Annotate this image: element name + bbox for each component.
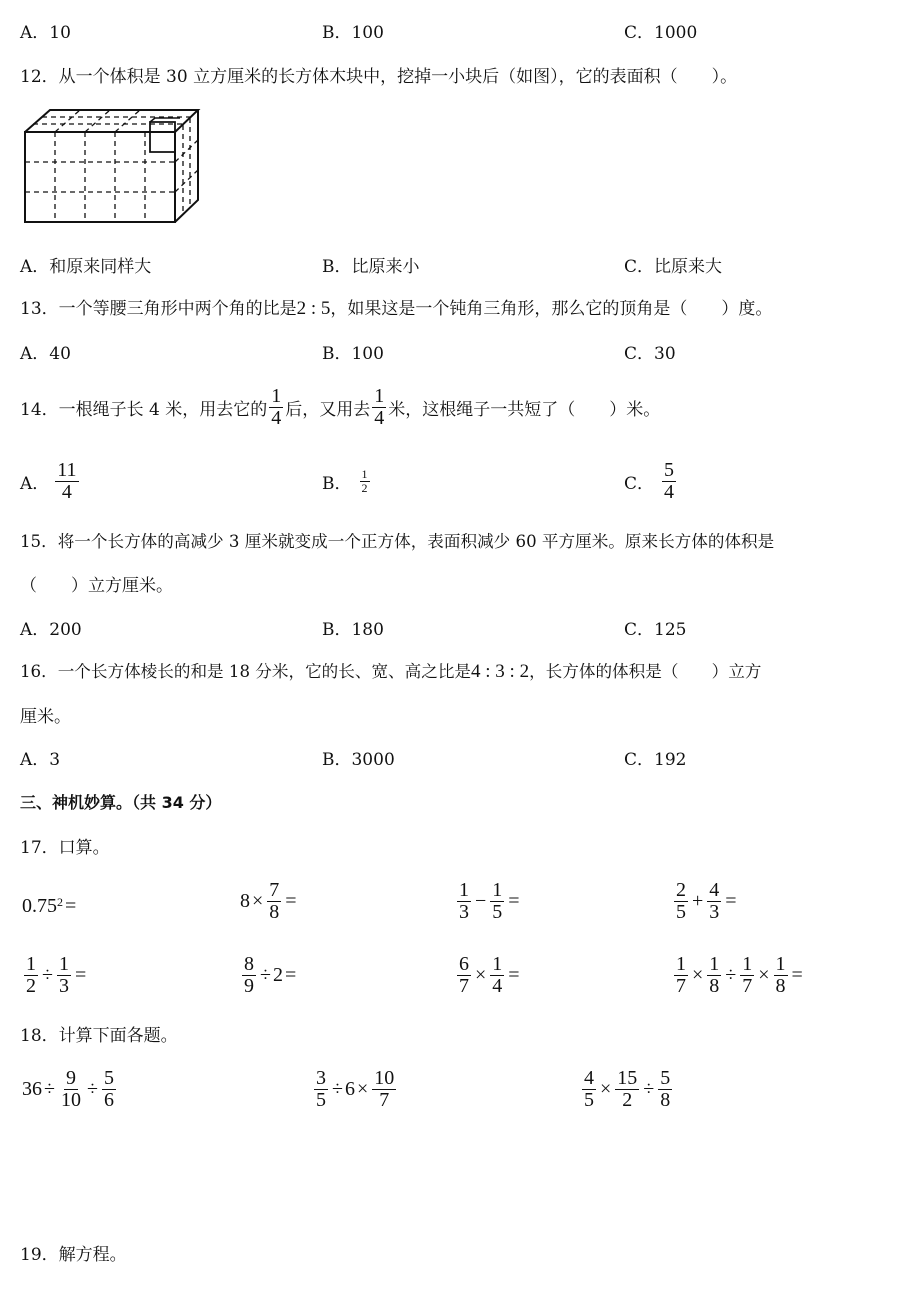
num: 1 (459, 879, 469, 901)
num: 4 (584, 1067, 594, 1089)
den: 2 (622, 1089, 633, 1111)
num: 15 (617, 1067, 638, 1089)
num: 6 (459, 953, 469, 975)
q17-expr-4 (672, 880, 739, 923)
den: 3 (58, 975, 69, 997)
section-3-heading: 三、神机妙算。（共 34 分） (20, 793, 222, 812)
q17-e3-frac1 (457, 880, 471, 923)
q17-expr-6 (240, 954, 298, 997)
den: 8 (269, 901, 280, 923)
den: 8 (660, 1089, 671, 1111)
q17-e8-op1: × (692, 964, 704, 986)
num: 10 (374, 1067, 395, 1089)
q17-e3-eq: = (508, 890, 520, 912)
den: 6 (103, 1089, 114, 1111)
q14-b-label: B． (322, 473, 352, 494)
q16-line1-post: ，长方体的体积是（ ）立方 (529, 662, 762, 681)
q14-c-den: 4 (664, 481, 675, 503)
q12-option-c: C．比原来大 (624, 257, 723, 277)
q18-expr-2 (312, 1068, 398, 1111)
num: 1 (492, 879, 503, 901)
q15-option-a: A．200 (20, 620, 82, 640)
q18-e3-op1: × (600, 1078, 612, 1100)
q12-text: 12．从一个体积是 30 立方厘米的长方体木块中，挖掉一小块后（如图），它的表面积（ ）。 (20, 67, 738, 87)
den: 8 (709, 975, 720, 997)
q14-b-num: 1 (361, 467, 368, 481)
q18-title: 18．计算下面各题。 (20, 1026, 178, 1046)
q17-e6-op: ÷ (260, 964, 271, 986)
q14-c-fraction (662, 460, 676, 503)
num: 5 (103, 1067, 114, 1089)
q18-e2-op1: ÷ (332, 1078, 343, 1100)
q18-e1-op2: ÷ (86, 1078, 98, 1100)
q14-f2-num: 1 (374, 385, 385, 407)
q14-part2: 后，又用去 (285, 400, 371, 420)
q16-line1-pre: 16．一个长方体棱长的和是 18 分米，它的长、宽、高之比是 (20, 662, 472, 681)
q18-e2-frac2 (372, 1068, 396, 1111)
den: 7 (379, 1089, 390, 1111)
den: 3 (459, 901, 469, 923)
num: 8 (244, 953, 254, 975)
q17-e4-frac1 (674, 880, 688, 923)
q17-expr-5 (22, 954, 88, 997)
q17-e7-frac1 (457, 954, 471, 997)
q16-option-b: B．3000 (322, 750, 395, 770)
q17-expr-2 (240, 880, 299, 923)
q13-option-c: C．30 (624, 344, 676, 364)
num: 1 (58, 953, 69, 975)
num: 9 (65, 1067, 76, 1089)
num: 3 (316, 1067, 326, 1089)
q13-text (20, 294, 772, 320)
den: 5 (492, 901, 503, 923)
q17-e6-frac (242, 954, 256, 997)
q17-e8-frac2 (707, 954, 721, 997)
q17-e7-eq: = (508, 964, 520, 986)
q17-e4-op: + (692, 890, 704, 912)
q18-expr-3 (580, 1068, 674, 1111)
den: 3 (709, 901, 720, 923)
q14-b-fraction (360, 468, 370, 494)
q18-e1-frac1 (59, 1068, 83, 1111)
q17-e7-op: × (475, 964, 487, 986)
q17-e5-eq: = (74, 964, 87, 986)
q14-b-den: 2 (361, 480, 368, 495)
q17-expr-7 (455, 954, 522, 997)
q18-e1-a: 36 (22, 1078, 42, 1100)
q18-e1-frac2 (102, 1068, 116, 1111)
q16-option-a: A．3 (20, 750, 61, 770)
num: 1 (676, 953, 686, 975)
q18-e3-op2: ÷ (643, 1078, 655, 1100)
q17-e8-eq: = (791, 964, 803, 986)
num: 1 (492, 953, 503, 975)
q17-e7-frac2 (490, 954, 504, 997)
q17-e8-op3: × (758, 964, 770, 986)
q16-option-c: C．192 (624, 750, 687, 770)
q17-e5-op: ÷ (42, 964, 53, 986)
q17-e8-frac1 (674, 954, 688, 997)
q15-option-b: B．180 (322, 620, 384, 640)
q17-e8-op2: ÷ (725, 964, 737, 986)
q17-e2-eq: = (285, 890, 297, 912)
den: 7 (742, 975, 753, 997)
q17-e4-eq: = (725, 890, 737, 912)
q18-e2-frac1 (314, 1068, 328, 1111)
den: 4 (492, 975, 503, 997)
den: 9 (244, 975, 254, 997)
num: 1 (26, 953, 36, 975)
q18-e2-b: 6 (344, 1078, 355, 1100)
q17-e2-frac (267, 880, 281, 923)
q14-fraction-1 (269, 386, 283, 429)
den: 2 (26, 975, 36, 997)
q14-c-label: C． (624, 474, 655, 494)
q13-text-post: ，如果这是一个钝角三角形，那么它的顶角是（ ）度。 (330, 299, 773, 319)
q12-option-a: A．和原来同样大 (20, 257, 152, 277)
q17-e3-op: − (475, 890, 487, 912)
q15-line2: （ ）立方厘米。 (20, 576, 173, 596)
q17-e3-frac2 (490, 880, 504, 923)
q14-a-num: 11 (57, 459, 77, 481)
q16-line1 (20, 658, 761, 683)
q14-option-a (20, 460, 81, 503)
q17-e6-eq: = (284, 964, 297, 986)
q14-option-b (322, 468, 372, 494)
q17-title: 17．口算。 (20, 838, 110, 858)
den: 7 (676, 975, 686, 997)
num: 1 (709, 953, 720, 975)
num: 4 (709, 879, 720, 901)
q13-ratio: 2 : 5 (296, 298, 331, 319)
q17-e8-frac3 (740, 954, 754, 997)
q17-e8-frac4 (774, 954, 788, 997)
q14-text (20, 386, 660, 429)
q17-expr-1 (22, 895, 78, 918)
q14-option-c (624, 460, 678, 503)
q18-e3-frac1 (582, 1068, 596, 1111)
q16-ratio: 4 : 3 : 2 (471, 661, 530, 682)
den: 7 (459, 975, 469, 997)
q18-e1-op1: ÷ (44, 1078, 55, 1100)
q18-expr-1 (22, 1068, 118, 1111)
q16-line2: 厘米。 (20, 707, 71, 727)
den: 5 (676, 901, 686, 923)
q17-e1-eq: = (65, 895, 77, 917)
q15-option-c: C．125 (624, 620, 687, 640)
q11-option-a: A．10 (20, 23, 71, 43)
q14-part1: 14．一根绳子长 4 米，用去它的 (20, 400, 268, 420)
q14-a-fraction (55, 460, 78, 503)
q17-e1-exp: 2 (57, 895, 63, 909)
q12-cuboid-figure (20, 104, 205, 229)
q11-option-b: B．100 (322, 23, 384, 43)
den: 8 (775, 975, 786, 997)
num: 5 (660, 1067, 671, 1089)
num: 1 (742, 953, 753, 975)
q17-e1-base: 0.75 (22, 895, 57, 917)
q17-expr-3 (455, 880, 522, 923)
q17-e5-frac2 (57, 954, 71, 997)
q17-e4-frac2 (707, 880, 721, 923)
q14-a-den: 4 (61, 481, 72, 503)
q17-e5-frac1 (24, 954, 38, 997)
den: 5 (584, 1089, 594, 1111)
q13-text-pre: 13．一个等腰三角形中两个角的比是 (20, 299, 297, 319)
q19-title: 19．解方程。 (20, 1245, 127, 1265)
num: 1 (775, 953, 786, 975)
q11-option-c: C．1000 (624, 23, 698, 43)
den: 10 (60, 1089, 81, 1111)
q14-part3: 米，这根绳子一共短了（ ）米。 (388, 400, 661, 420)
q13-option-b: B．100 (322, 344, 384, 364)
q14-fraction-2 (372, 386, 386, 429)
num: 7 (269, 879, 280, 901)
q17-e2-a: 8 (240, 890, 250, 912)
q18-e2-op2: × (356, 1078, 369, 1100)
q14-f1-num: 1 (271, 385, 282, 407)
q14-c-num: 5 (664, 459, 675, 481)
q18-e3-frac2 (615, 1068, 639, 1111)
q14-f1-den: 4 (271, 407, 282, 429)
q17-e2-op: × (252, 890, 264, 912)
q14-f2-den: 4 (374, 407, 385, 429)
q17-e6-b: 2 (272, 964, 283, 986)
q18-e3-frac3 (658, 1068, 672, 1111)
q13-option-a: A．40 (20, 344, 71, 364)
q12-option-b: B．比原来小 (322, 257, 420, 277)
q17-expr-8 (672, 954, 805, 997)
q14-a-label: A． (20, 474, 50, 494)
num: 2 (676, 879, 686, 901)
den: 5 (316, 1089, 326, 1111)
q15-line1: 15．将一个长方体的高减少 3 厘米就变成一个正方体，表面积减少 60 平方厘米。原来长方体的体积是 (20, 532, 775, 551)
